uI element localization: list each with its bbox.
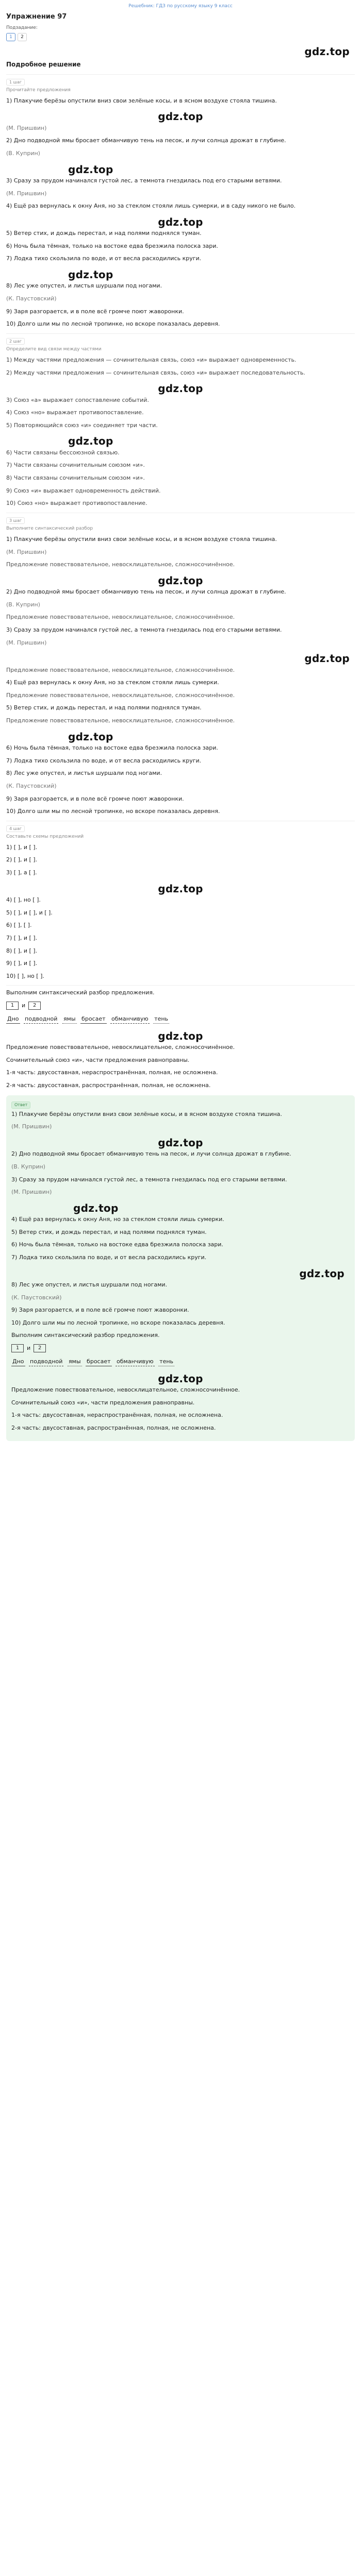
paragraph: 4) [ ], но [ ]. — [6, 896, 41, 904]
schema-part-right: 2 — [28, 1002, 41, 1010]
parsed-word: подводной — [29, 1358, 63, 1366]
paragraph: 1) Плакучие берёзы опустили вниз свои зелёные косы, и в ясном воздухе стояла тишина. — [11, 1110, 282, 1117]
paragraph: 3) Союз «а» выражает сопоставление событий. — [6, 396, 149, 403]
paragraph: 3) Сразу за прудом начинался густой лес, а темнота гнездилась под его старыми ветвями. — [11, 1176, 287, 1183]
watermark: gdz.top — [68, 730, 113, 743]
paragraph: 3) Сразу за прудом начинался густой лес, а темнота гнездилась под его старыми ветвями. — [6, 177, 282, 184]
solution-block-2 — [6, 333, 355, 507]
solution-block-3 — [6, 513, 355, 816]
watermark: gdz.top — [158, 882, 203, 895]
paragraph: 3) Сразу за прудом начинался густой лес, а темнота гнездилась под его старыми ветвями. — [6, 626, 282, 634]
paragraph: 4) Союз «но» выражает противопоставление. — [6, 409, 144, 416]
paragraph: Предложение повествовательное, невосклицательное, сложносочинённое. — [6, 666, 235, 673]
answer-block — [6, 1095, 355, 1440]
paragraph: (М. Пришвин) — [11, 1189, 52, 1196]
paragraph: 7) [ ], и [ ]. — [6, 934, 38, 941]
page-button-1[interactable]: 1 — [6, 33, 15, 41]
paragraph: (М. Пришвин) — [6, 548, 47, 555]
paragraph: (В. Куприн) — [6, 149, 40, 157]
schema-conjunction: и — [27, 1345, 31, 1352]
paragraph: 9) Заря разгорается, и в поле всё громче поют жаворонки. — [11, 1307, 189, 1314]
paragraph: 5) [ ], и [ ], и [ ]. — [6, 909, 53, 916]
paragraph: Предложение повествовательное, невосклицательное, сложносочинённое. — [6, 614, 235, 621]
paragraph: 4) Ещё раз вернулась к окну Аня, но за стеклом стояли лишь сумерки, и в саду никого не было. — [6, 202, 296, 210]
watermark: gdz.top — [299, 1267, 344, 1280]
paragraph: 7) Части связаны сочинительным союзом «и». — [6, 462, 145, 469]
parsed-word: бросает — [80, 1015, 106, 1024]
paragraph: 9) Союз «и» выражает одновременность действий. — [6, 487, 161, 494]
parsed-word: ямы — [68, 1358, 82, 1366]
paragraph: Предложение повествовательное, невосклицательное, сложносочинённое. — [6, 1043, 235, 1050]
parsed-word: тень — [158, 1358, 174, 1366]
paragraph: Предложение повествовательное, невосклицательное, сложносочинённое. — [11, 1386, 240, 1394]
paragraph: 10) Долго шли мы по лесной тропинке, но вскоре показалась деревня. — [6, 808, 220, 815]
parsed-word: тень — [153, 1015, 169, 1024]
paragraph: 8) [ ], и [ ]. — [6, 947, 38, 954]
paragraph: Сочинительный союз «и», части предложения равноправны. — [6, 1056, 190, 1063]
paragraph: 4) Ещё раз вернулась к окну Аня, но за стеклом стояли лишь сумерки. — [6, 679, 219, 686]
watermark: gdz.top — [68, 268, 113, 281]
top-banner[interactable]: Решебник: ГДЗ по русскому языку 9 класс — [128, 4, 233, 9]
paragraph: 2) Дно подводной ямы бросает обманчивую тень на песок, и лучи солнца дрожат в глубине. — [11, 1150, 291, 1158]
watermark: gdz.top — [158, 110, 203, 123]
analysis-block — [6, 985, 355, 1089]
paragraph: 1) [ ], и [ ]. — [6, 843, 38, 851]
paragraph: 2) [ ], и [ ]. — [6, 856, 38, 863]
paragraph: 2) Между частями предложения — сочинительная связь, союз «и» выражает последовательность. — [6, 369, 305, 376]
paragraph: (В. Куприн) — [6, 601, 40, 608]
paragraph: 3) [ ], а [ ]. — [6, 869, 37, 876]
paragraph: 6) Части связаны бессоюзной связью. — [6, 449, 120, 456]
sentence-schema — [11, 1344, 350, 1352]
paragraph: 6) Ночь была тёмная, только на востоке едва брезжила полоска зари. — [6, 744, 218, 752]
block-caption: Составьте схемы предложений — [6, 834, 84, 840]
step-tag: 4 шаг — [6, 825, 25, 832]
page-button-2[interactable]: 2 — [18, 33, 27, 41]
paragraph: 2-я часть: двусоставная, распространённая, полная, не осложнена. — [11, 1424, 216, 1431]
paragraph: (М. Пришвин) — [11, 1123, 52, 1130]
paragraph: (М. Пришвин) — [6, 190, 47, 197]
paragraph: 10) Союз «но» выражает противопоставление. — [6, 500, 147, 507]
watermark: gdz.top — [68, 435, 113, 448]
paragraph: Предложение повествовательное, невосклицательное, сложносочинённое. — [6, 561, 235, 568]
watermark: gdz.top — [158, 574, 203, 587]
parsed-word: бросает — [86, 1358, 111, 1366]
paragraph: 6) [ ], [ ]. — [6, 922, 32, 929]
paragraph: 1-я часть: двусоставная, нераспространённая, полная, не осложнена. — [11, 1412, 223, 1419]
content-wrap — [0, 12, 361, 1441]
paragraph: 9) [ ], и [ ]. — [6, 960, 38, 967]
paragraph: 8) Лес уже опустел, и листья шуршали под ногами. — [6, 770, 162, 777]
paragraph: 6) Ночь была тёмная, только на востоке едва брезжила полоска зари. — [11, 1241, 223, 1248]
parsed-word: Дно — [11, 1358, 25, 1366]
paragraph: 2-я часть: двусоставная, распространённая, полная, не осложнена. — [6, 1081, 211, 1089]
paragraph: 7) Лодка тихо скользила по воде, и от весла расходились круги. — [11, 1254, 207, 1261]
parsed-word: подводной — [24, 1015, 58, 1024]
paragraph: 9) Заря разгорается, и в поле всё громче поют жаворонки. — [6, 795, 184, 802]
paragraph: 5) Ветер стих, и дождь перестал, и над полями поднялся туман. — [6, 230, 202, 237]
paragraph: 6) Ночь была тёмная, только на востоке едва брезжила полоска зари. — [6, 242, 218, 249]
paragraph: (К. Паустовский) — [6, 295, 57, 302]
schema-part-left: 1 — [6, 1002, 19, 1010]
pagination — [6, 33, 355, 41]
schema-part-right: 2 — [34, 1344, 46, 1352]
paragraph: (М. Пришвин) — [6, 124, 47, 131]
watermark: gdz.top — [68, 163, 113, 176]
paragraph: Сочинительный союз «и», части предложения равноправны. — [11, 1399, 195, 1406]
sentence-parse — [6, 1015, 355, 1024]
paragraph: 1-я часть: двусоставная, нераспространённая, полная, не осложнена. — [6, 1069, 218, 1076]
paragraph: 5) Ветер стих, и дождь перестал, и над полями поднялся туман. — [6, 704, 202, 711]
pagination-label: Подзадание: — [6, 25, 38, 31]
step-tag: 2 шаг — [6, 338, 25, 345]
sentence-parse — [11, 1358, 350, 1366]
parsed-word: обманчивую — [110, 1015, 150, 1024]
paragraph: 1) Плакучие берёзы опустили вниз свои зелёные косы, и в ясном воздухе стояла тишина. — [6, 535, 277, 543]
parsed-word: Дно — [6, 1015, 20, 1024]
paragraph: (К. Паустовский) — [6, 782, 57, 789]
watermark: gdz.top — [158, 215, 203, 228]
sentence-schema — [6, 1002, 355, 1010]
solution-title: Подробное решение — [6, 60, 81, 68]
parsed-word: ямы — [62, 1015, 77, 1024]
watermark: gdz.top — [158, 382, 203, 395]
paragraph: 9) Заря разгорается, и в поле всё громче поют жаворонки. — [6, 308, 184, 315]
solution-block-1 — [6, 74, 355, 328]
paragraph: Предложение повествовательное, невосклицательное, сложносочинённое. — [6, 691, 235, 699]
paragraph: 8) Лес уже опустел, и листья шуршали под ногами. — [6, 282, 162, 290]
paragraph: 8) Части связаны сочинительным союзом «и». — [6, 474, 145, 482]
answer-tag: Ответ — [11, 1101, 30, 1108]
paragraph: 4) Ещё раз вернулась к окну Аня, но за стеклом стояли лишь сумерки. — [11, 1216, 224, 1223]
paragraph: 1) Между частями предложения — сочинительная связь, союз «и» выражает одновременность. — [6, 356, 297, 363]
parsed-word: обманчивую — [116, 1358, 155, 1366]
block-caption: Прочитайте предложения — [6, 88, 71, 93]
watermark: gdz.top — [158, 1372, 203, 1385]
paragraph: (В. Куприн) — [11, 1163, 45, 1170]
watermark: gdz.top — [158, 1029, 203, 1042]
schema-part-left: 1 — [11, 1344, 24, 1352]
block-caption: Определите вид связи между частями — [6, 347, 102, 352]
step-tag: 3 шаг — [6, 517, 25, 524]
watermark: gdz.top — [73, 1201, 119, 1214]
paragraph: (К. Паустовский) — [11, 1294, 62, 1301]
paragraph: 2) Дно подводной ямы бросает обманчивую тень на песок, и лучи солнца дрожат в глубине. — [6, 137, 286, 144]
block-caption: Выполните синтаксический разбор — [6, 526, 93, 532]
paragraph: 10) Долго шли мы по лесной тропинке, но вскоре показалась деревня. — [6, 320, 220, 328]
paragraph: 7) Лодка тихо скользила по воде, и от весла расходились круги. — [6, 255, 202, 262]
analysis-intro: Выполним синтаксический разбор предложения. — [6, 989, 155, 996]
paragraph: 10) Долго шли мы по лесной тропинке, но вскоре показалась деревня. — [11, 1319, 225, 1326]
watermark: gdz.top — [304, 45, 350, 58]
schema-conjunction: и — [22, 1002, 26, 1009]
paragraph: 2) Дно подводной ямы бросает обманчивую тень на песок, и лучи солнца дрожат в глубине. — [6, 588, 286, 596]
paragraph: (М. Пришвин) — [6, 639, 47, 646]
paragraph: 1) Плакучие берёзы опустили вниз свои зелёные косы, и в ясном воздухе стояла тишина. — [6, 97, 277, 104]
watermark: gdz.top — [304, 652, 350, 665]
solution-block-4 — [6, 821, 355, 980]
paragraph: 5) Ветер стих, и дождь перестал, и над полями поднялся туман. — [11, 1228, 207, 1235]
watermark: gdz.top — [158, 1136, 203, 1149]
exercise-title: Упражнение 97 — [6, 13, 67, 21]
paragraph: 10) [ ], но [ ]. — [6, 972, 44, 979]
paragraph: 5) Повторяющийся союз «и» соединяет три части. — [6, 421, 158, 429]
paragraph: Предложение повествовательное, невосклицательное, сложносочинённое. — [6, 717, 235, 724]
paragraph: 7) Лодка тихо скользила по воде, и от весла расходились круги. — [6, 757, 202, 764]
step-tag: 1 шаг — [6, 79, 25, 86]
paragraph: 8) Лес уже опустел, и листья шуршали под ногами. — [11, 1281, 168, 1289]
analysis-intro: Выполним синтаксический разбор предложения. — [11, 1332, 160, 1339]
